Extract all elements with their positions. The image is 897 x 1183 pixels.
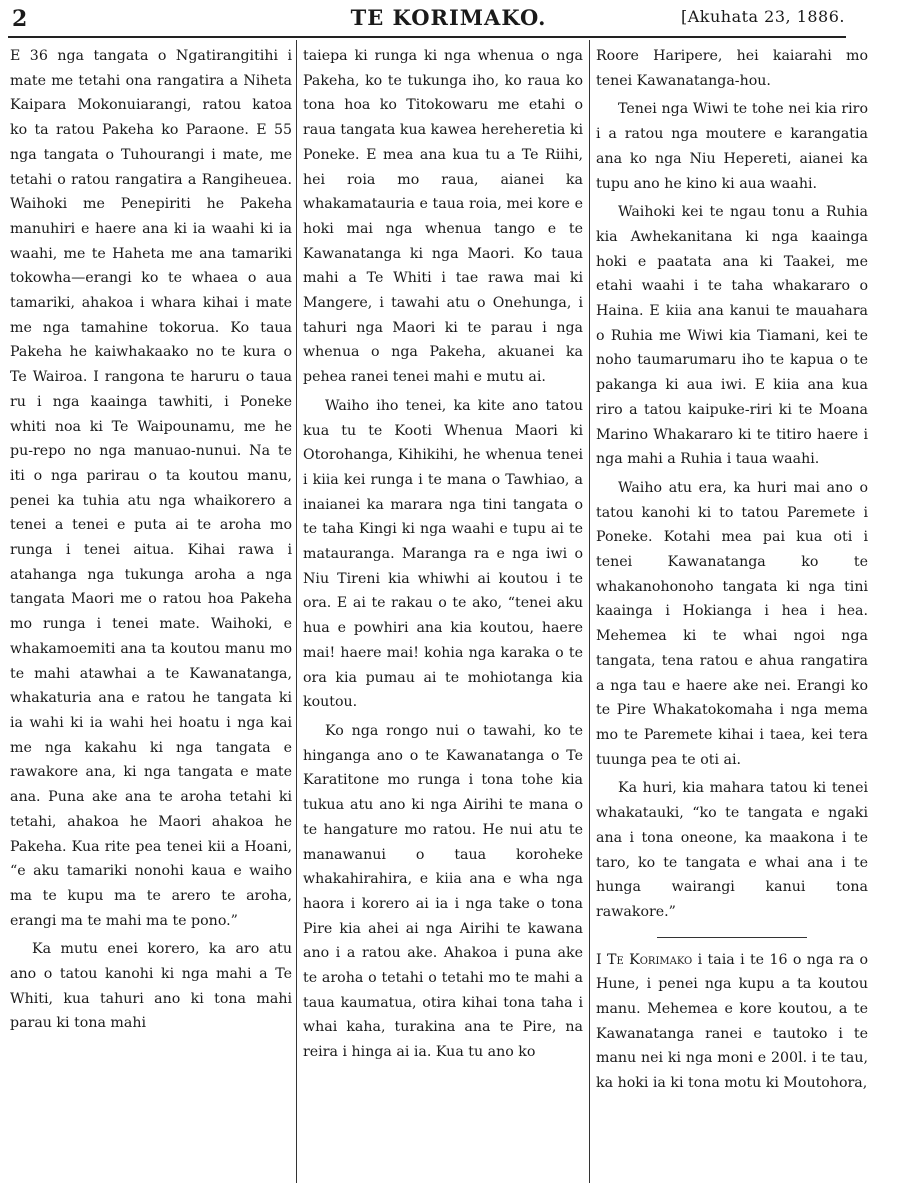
paragraph: Ka huri, kia mahara tatou ki tenei whakatauki, “ko te tangata e ngaki ana i tona oneone, ka maakona i te taro, ko te tangata e whai ana i te hunga wairangi kanui tona rawakore.” [596,780,868,920]
page-number: 2 [12,6,28,32]
paragraph: Waiho iho tenei, ka kite ano tatou kua tu te Kooti Whenua Maori ki Otorohanga, Kihikihi, he whenua tenei i kiia kei runga i te mana o Tawhiao, a inaianei ka marara nga tini tangata o te taha Kingi ki nga waahi e tupu ai te matauranga. Maranga ra e nga iwi o Niu Tireni kia whiwhi ai koutou i te ora. E ai te rakau o te ako, “tenei aku hua e powhiri ana kia koutou, haere mai! haere mai! kohia nga karaka o te ora kia pumau ai te mohiotanga kia koutou. [303,397,583,711]
paragraph: Ko nga rongo nui o tawahi, ko te hinganga ano o te Kawanatanga o Te Karatitone mo runga i tona tohe kia tukua atu ano ki nga Airihi te mana o te hangature mo ratou. He nui atu te manawanui o taua koroheke whakahirahira, e kiia ana e wha nga haora i korero ai ia i nga take o tona Pire kia ahei ai nga Airihi te kawana ano i a ratou ake. Ahakoa i puna ake te aroha o tetahi o tetahi mo te mahi a taua kaumatua, otira kihai tona taha i whai kaha, turakina ana te Pire, na reira i hinga ai ia. Kua tu ano ko [303,722,583,1061]
paragraph: Tenei nga Wiwi te tohe nei kia riro i a ratou nga moutere e karangatia ana ko nga Niu Hepereti, aianei ka tupu ano he kino ki aua waahi. [596,101,868,192]
column-divider-2 [589,40,590,1183]
notice-lead: I [596,951,607,968]
notice-paragraph [596,948,868,1096]
paragraph: Ka mutu enei korero, ka aro atu ano o tatou kanohi ki nga mahi a Te Whiti, kua tahuri ano ki tona mahi parau ki tona mahi [10,941,292,1032]
column-divider-1 [296,40,297,1183]
column-1 [10,44,292,1179]
header-rule [8,36,846,38]
notice-paper-name: Te Korimako [606,951,693,968]
paragraph: taiepa ki runga ki nga whenua o nga Pakeha, ko te tukunga iho, ko raua ko tona hoa ko Titokowaru me etahi o raua tangata kua kawea hereheretia ki Poneke. E mea ana kua tu a Te Riihi, hei roia mo raua, aianei ka whakamatauria e taua roia, mei kore e hoki mai nga whenua tango e te Kawanatanga ki nga Maori. Ko taua mahi a Te Whiti i tae rawa mai ki Mangere, i tawahi atu o Onehunga, i tahuri nga Maori ki te parau i nga whenua o nga Pakeha, akuanei ka pehea ranei tenei mahi e mutu ai. [303,48,583,386]
section-divider [657,937,807,938]
paragraph: Roore Haripere, hei kaiarahi mo tenei Kawanatanga-hou. [596,48,868,89]
issue-date: [Akuhata 23, 1886. [680,7,845,26]
column-2 [303,44,583,1179]
column-3 [596,44,868,1179]
notice-text: i taia i te 16 o nga ra o Hune, i penei nga kupu a ta koutou manu. Mehemea e kore koutou, a te Kawanatanga ranei e tautoko i te manu nei ki nga moni e 200l. i te tau, ka hoki ia ki tona motu ki Moutohora, [596,951,868,1092]
newspaper-title: TE KORIMAKO. [350,5,547,30]
paragraph: Waiho atu era, ka huri mai ano o tatou kanohi ki to tatou Paremete i Poneke. Kotahi mea pai kua oti i tenei Kawanatanga ko te whakanohonoho tangata ki nga tini kaainga i Hokianga i hea i hea. Mehemea ki te whai ngoi nga tangata, tena ratou e ahua rangatira a nga tau e haere ake nei. Erangi ko te Pire Whakatokomaha i nga mema mo te Paremete kihai i taea, kei tera tuunga pea te oti ai. [596,479,868,768]
page-header [0,0,897,38]
paragraph: E 36 nga tangata o Ngatirangitihi i mate me tetahi ona rangatira a Niheta Kaipara Mokonuiarangi, ratou katoa ko ta ratou Pakeha ko Paraone. E 55 nga tangata o Tuhourangi i mate, me tetahi o ratou rangatira a Rangiheuea. Waihoki me Penepiriti he Pakeha manuhiri e haere ana ki ia waahi ki ia waahi, me te Haheta me ana tamariki tokowha—erangi ko te whaea o aua tamariki, ahakoa i whara kihai i mate me nga tamahine tokorua. Ko taua Pakeha he kaiwhakaako no te kura o Te Wairoa. I rangona te haruru o taua ru i nga kaainga tawhiti, i Poneke whiti noa ki Te Waipounamu, me he pu-repo no nga manuao-nunui. Na te iti o nga parirau o ta koutou manu, penei ka tuhia atu nga whaikorero a tenei a tenei e puta ai te aroha mo runga i tenei aitua. Kihai rawa i atahanga nga tukunga aroha a nga tangata Maori me o ratou hoa Pakeha mo runga i tenei mate. Waihoki, e whakamoemiti ana ta koutou manu mo te mahi atawhai a te Kawanatanga, whakaturia ana e ratou he tangata ki ia wahi ki ia wahi hei hoatu i nga kai me nga kakahu ki nga tangata e rawakore ana, ki nga tangata e mate ana. Puna ake ana te aroha tetahi ki tetahi, ahakoa he Maori ahakoa he Pakeha. Kua rite pea tenei kii a Hoani, “e aku tamariki nonohi kaua e waiho ma te kupu ma te arero te aroha, erangi ma te mahi ma te pono.” [10,48,292,929]
paragraph: Waihoki kei te ngau tonu a Ruhia kia Awhekanitana ki nga kaainga hoki e paatata ana ki Taakei, me etahi waahi i te taha whakararo o Haina. E kiia ana kanui te mauahara o Ruhia me Wiwi kia Tiamani, kei te noho taumarumaru iho te kapua o te pakanga ki aua iwi. E kiia ana kua riro a tatou kaipuke-riri ki te Moana Marino Whakararo ki te titiro haere i nga mahi a Ruhia i taua waahi. [596,204,868,468]
